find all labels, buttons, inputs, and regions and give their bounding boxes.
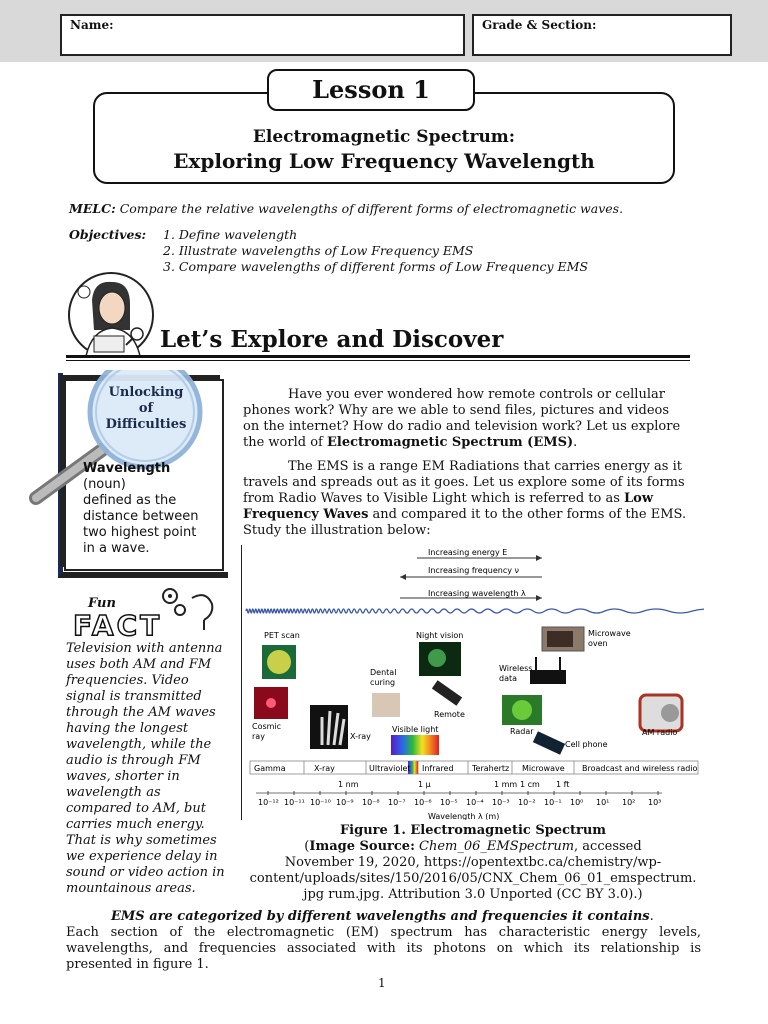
melc-text: Compare the relative wavelengths of different forms of electromagnetic waves. <box>115 201 624 216</box>
fun-fact-line: uses both AM and FM <box>66 657 212 672</box>
paragraph-line: wavelengths, and frequencies associated with its photons on which its relationship is <box>66 941 701 956</box>
term: Wavelength <box>83 461 171 476</box>
fun-fact-line: mountainous areas. <box>66 881 196 896</box>
fun-fact-title-top: Fun <box>88 596 116 611</box>
scale-mark: 1 μ <box>418 780 431 789</box>
paragraph-line <box>243 491 701 507</box>
bold-term: Low <box>624 491 654 506</box>
tick-label: 10¹ <box>596 798 610 807</box>
image-label: Microwave <box>588 629 631 638</box>
text-run: from Radio Waves to Visible Light which is referred to as <box>243 491 625 506</box>
scale-mark: 1 cm <box>520 780 540 789</box>
text-run: , accessed <box>574 839 642 854</box>
image-label: Cosmic <box>252 722 282 731</box>
tick-label: 10² <box>622 798 636 807</box>
scale-mark: 1 nm <box>338 780 359 789</box>
arrow-label-energy: Increasing energy E <box>428 548 508 557</box>
image-label: Cell phone <box>565 740 608 749</box>
definition-line: in a wave. <box>83 541 150 556</box>
lesson-number: Lesson 1 <box>267 69 475 111</box>
text-run: . <box>573 435 578 450</box>
scale-mark: 1 mm <box>494 780 518 789</box>
fun-fact-line: wavelength, while the <box>66 737 212 752</box>
fun-fact-line: wavelength as <box>66 785 161 800</box>
caption-line: jpg rum.jpg. Attribution 3.0 Unported (CC BY 3.0).) <box>303 887 643 902</box>
image-label: AM radio <box>642 728 678 737</box>
caption-source: Chem_06_EMSpectrum <box>419 839 575 854</box>
name-field[interactable] <box>60 14 465 56</box>
band-label: X-ray <box>314 764 335 773</box>
image-label: oven <box>588 639 608 648</box>
closing-emphasis: EMS are categorized by different wavelengths and frequencies it contains <box>111 909 650 924</box>
image-label: Dental <box>370 668 397 677</box>
axis-label: Wavelength λ (m) <box>428 812 500 820</box>
fun-fact-line: we experience delay in <box>66 849 218 864</box>
tick-label: 10⁻¹ <box>544 798 562 807</box>
image-label: X-ray <box>350 732 371 741</box>
tick-label: 10⁻⁵ <box>440 798 458 807</box>
fun-fact-line: through the AM waves <box>66 705 216 720</box>
tick-label: 10³ <box>648 798 662 807</box>
fun-fact-line: having the longest <box>66 721 189 736</box>
caption-source-label: Image Source: <box>309 839 415 854</box>
paragraph-line: Each section of the electromagnetic (EM) spectrum has characteristic energy levels, <box>66 925 701 940</box>
tick-label: 10⁻² <box>518 798 536 807</box>
paragraph-line: on the internet? How do radio and television work? Let us explore <box>243 419 681 434</box>
divider <box>66 360 690 361</box>
divider <box>66 355 690 358</box>
paragraph-line: phones work? Why are we able to send files, pictures and videos <box>243 403 670 418</box>
image-label: Visible light <box>392 725 439 734</box>
fun-fact-line: That is why sometimes <box>66 833 217 848</box>
paragraph-ems <box>243 459 701 539</box>
tick-label: 10⁰ <box>570 798 584 807</box>
band-label: Broadcast and wireless radio <box>582 764 698 773</box>
band-label: Gamma <box>254 764 286 773</box>
scale-mark: 1 ft <box>556 780 570 789</box>
paragraph-line <box>243 507 701 523</box>
caption-line: November 19, 2020, https://opentextbc.ca/chemistry/wp- <box>284 855 662 870</box>
fun-fact-line: waves, shorter in <box>66 769 180 784</box>
image-label: ray <box>252 732 265 741</box>
tick-label: 10⁻¹⁰ <box>310 798 331 807</box>
text-run: the world of <box>243 435 327 450</box>
paragraph-line: presented in figure 1. <box>66 957 209 972</box>
fun-fact-line: frequencies. Video <box>66 673 189 688</box>
unlocking-title <box>96 385 196 433</box>
tick-label: 10⁻¹² <box>258 798 279 807</box>
fun-fact-text <box>66 641 225 897</box>
paragraph-line <box>243 435 701 451</box>
tick-label: 10⁻¹¹ <box>284 798 305 807</box>
unlocking-title-line: Unlocking <box>108 385 184 400</box>
definition-line: two highest point <box>83 525 197 540</box>
image-label: data <box>499 674 518 683</box>
tick-label: 10⁻⁴ <box>466 798 484 807</box>
tick-label: 10⁻⁸ <box>362 798 380 807</box>
band-label: Ultraviolet <box>369 764 411 773</box>
fun-fact-line: carries much energy. <box>66 817 205 832</box>
tick-label: 10⁻⁶ <box>414 798 432 807</box>
paragraph-line: travels and spreads out as it goes. Let us explore some of its forms <box>243 475 685 490</box>
unlocking-title-line: Difficulties <box>105 417 187 432</box>
fun-fact-line: audio is through FM <box>66 753 201 768</box>
section-heading: Let’s Explore and Discover <box>160 326 504 353</box>
figure-caption <box>242 823 704 903</box>
paragraph-intro <box>243 387 701 451</box>
image-label: Wireless <box>499 664 533 673</box>
girl-reading-icon <box>64 270 160 360</box>
text-run: and compared it to the other forms of the EMS. <box>368 507 687 522</box>
caption-title: Figure 1. Electromagnetic Spectrum <box>339 823 607 838</box>
fun-fact-title: FACT <box>73 609 163 642</box>
image-label: PET scan <box>264 631 300 640</box>
band-label: Terahertz <box>472 764 510 773</box>
em-spectrum-figure <box>242 545 704 820</box>
image-label: Remote <box>434 710 465 719</box>
image-label: curing <box>370 678 396 687</box>
part-of-speech: (noun) <box>83 477 126 492</box>
definition-line: distance between <box>83 509 199 524</box>
objective-item: 3. Compare wavelengths of different forms of Low Frequency EMS <box>163 259 589 274</box>
band-label: Microwave <box>522 764 565 773</box>
paragraph-line: Study the illustration below: <box>243 523 431 538</box>
caption-line: content/uploads/sites/150/2016/05/CNX_Chem_06_01_emspectrum. <box>249 871 697 886</box>
objectives-label: Objectives: <box>69 227 147 242</box>
paragraph-line: Have you ever wondered how remote controls or cellular <box>288 387 665 402</box>
definition-block <box>83 461 198 557</box>
arrow-label-frequency: Increasing frequency ν <box>428 566 519 575</box>
page-number: 1 <box>378 976 386 990</box>
lesson-title-line1: Electromagnetic Spectrum: <box>252 127 516 147</box>
paragraph-line: EMS are categorized by different wavelengths and frequencies it contains. <box>111 909 654 924</box>
objective-item: 2. Illustrate wavelengths of Low Frequency EMS <box>163 243 474 258</box>
image-label: Radar <box>510 727 534 736</box>
fun-fact-line: signal is transmitted <box>66 689 202 704</box>
unlocking-title-line: of <box>138 401 154 416</box>
em-spectrum-svg <box>242 545 704 820</box>
bold-term: Frequency Waves <box>243 507 369 522</box>
tick-label: 10⁻⁹ <box>336 798 354 807</box>
melc-label: MELC: <box>69 201 116 216</box>
band-label: Infrared <box>422 764 454 773</box>
grade-label: Grade & Section: <box>482 18 597 32</box>
paragraph-line: The EMS is a range EM Radiations that carries energy as it <box>288 459 682 474</box>
arrow-label-wavelength: Increasing wavelength λ <box>428 589 526 598</box>
fun-fact-line: Television with antenna <box>66 641 223 656</box>
melc <box>69 201 623 216</box>
caption-line: (Image Source: Chem_06_EMSpectrum, accessed <box>304 839 642 854</box>
name-label: Name: <box>70 18 114 32</box>
tick-label: 10⁻⁷ <box>388 798 406 807</box>
objective-item: 1. Define wavelength <box>163 227 298 242</box>
closing-paragraph <box>66 909 701 973</box>
definition-line: defined as the <box>83 493 177 508</box>
ems-term: Electromagnetic Spectrum (EMS) <box>326 435 574 450</box>
grade-section-field[interactable] <box>472 14 732 56</box>
fun-fact-line: compared to AM, but <box>66 801 206 816</box>
lesson-title-line2: Exploring Low Frequency Wavelength <box>173 149 595 173</box>
image-label: Night vision <box>416 631 464 640</box>
tick-label: 10⁻³ <box>492 798 510 807</box>
fun-fact-line: sound or video action in <box>66 865 225 880</box>
